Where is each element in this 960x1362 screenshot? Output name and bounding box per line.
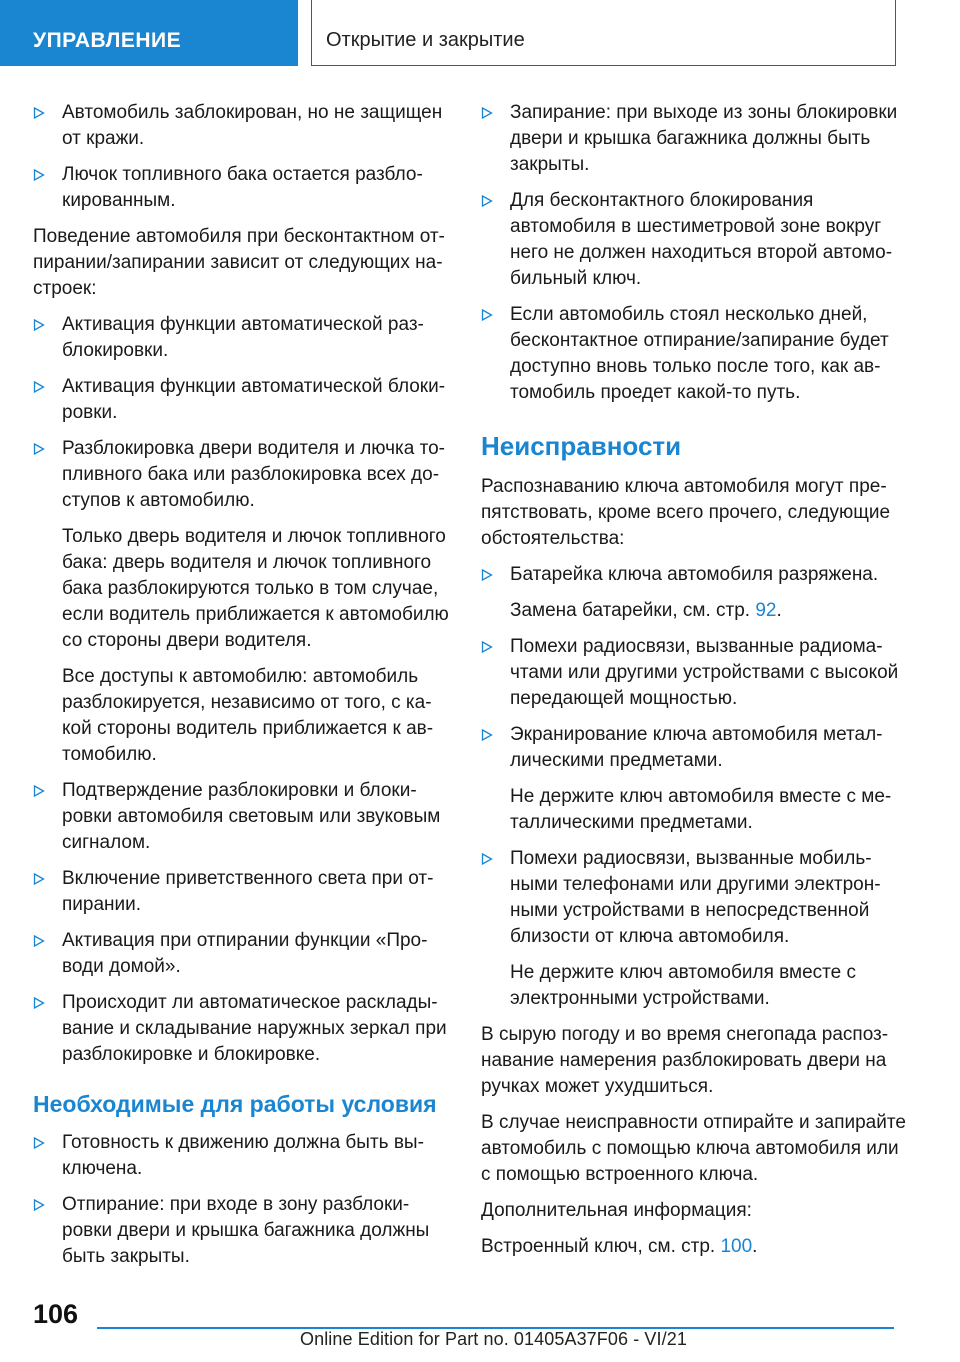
list-item <box>33 778 451 856</box>
paragraph-text-end: . <box>752 1236 758 1257</box>
page-number: 106 <box>33 1299 79 1329</box>
list-item <box>33 162 451 214</box>
list-item <box>33 1130 451 1182</box>
list-item-text: Отпирание: при входе в зону разблокировки двери и крышка багажника должны быть закрыты. <box>62 1194 430 1267</box>
list-item <box>481 846 906 950</box>
list-item <box>481 562 906 588</box>
triangle-bullet-icon <box>33 873 45 885</box>
paragraph: В сырую погоду и во время снегопада распознавание намерения разблокировать двери на ручках может ухудшиться. <box>481 1024 889 1097</box>
list-item <box>33 374 451 426</box>
list-item <box>33 100 451 152</box>
list-item <box>33 866 451 918</box>
list-item-text: Активация функции автоматической разблокировки. <box>62 314 424 361</box>
paragraph-text: Встроенный ключ, см. стр. <box>481 1236 721 1257</box>
list-item-text: Для бесконтактного блокирования автомобиля в шестиметровой зоне вокруг него не должен находиться второй автомобильный ключ. <box>510 190 893 289</box>
list-item-text: Активация функции автоматической блокировки. <box>62 376 446 423</box>
list-item-note: Все доступы к автомобилю: автомобиль разблокируется, независимо от того, с какой стороны водитель приближается к автомобилю. <box>62 666 434 765</box>
list-item <box>33 928 451 980</box>
note-text-end: . <box>776 600 782 621</box>
triangle-bullet-icon <box>481 107 493 119</box>
paragraph <box>481 1234 906 1260</box>
list-item-text: Запирание: при выходе из зоны блокировки двери и крышка багажника должны быть закрыты. <box>510 102 898 175</box>
list-item <box>33 312 451 364</box>
paragraph: Дополнительная информация: <box>481 1200 752 1221</box>
page-link-100[interactable]: 100 <box>720 1236 753 1257</box>
list-item-text: Автомобиль заблокирован, но не защищен от кражи. <box>62 102 443 149</box>
list-item-text: Разблокировка двери водителя и лючка топливного бака или разблокировка всех доступов к автомобилю. <box>62 438 445 511</box>
left-column <box>33 100 451 1280</box>
triangle-bullet-icon <box>481 309 493 321</box>
list-item-text: Помехи радиосвязи, вызванные мобильными телефонами или другими электронными устройствами в непосредственной близости от ключа автомобиля. <box>510 848 881 947</box>
list-item-note: Не держите ключ автомобиля вместе с электронными устройствами. <box>510 962 856 1009</box>
triangle-bullet-icon <box>33 997 45 1009</box>
list-item-text: Происходит ли автоматическое раскладывание и складывание наружных зеркал при разблокировке и блокировке. <box>62 992 447 1065</box>
list-item <box>33 1192 451 1270</box>
page-link-92[interactable]: 92 <box>755 600 777 621</box>
triangle-bullet-icon <box>481 569 493 581</box>
section-tab: УПРАВЛЕНИЕ <box>0 0 298 66</box>
chapter-title: Открытие и закрытие <box>311 0 896 66</box>
list-item-text: Готовность к движению должна быть выключена. <box>62 1132 424 1179</box>
right-column <box>481 100 906 1270</box>
list-item <box>33 436 451 514</box>
paragraph: Распознаванию ключа автомобиля могут препятствовать, кроме всего прочего, следующие обстоятельства: <box>481 476 891 549</box>
triangle-bullet-icon <box>33 935 45 947</box>
triangle-bullet-icon <box>33 381 45 393</box>
triangle-bullet-icon <box>481 729 493 741</box>
triangle-bullet-icon <box>481 641 493 653</box>
note-text: Замена батарейки, см. стр. <box>510 600 756 621</box>
list-item-text: Включение приветственного света при отпирании. <box>62 868 434 915</box>
list-item <box>481 100 906 178</box>
triangle-bullet-icon <box>33 169 45 181</box>
triangle-bullet-icon <box>481 853 493 865</box>
triangle-bullet-icon <box>481 195 493 207</box>
list-item-text: Батарейка ключа автомобиля разряжена. <box>510 564 879 585</box>
section-heading: Необходимые для работы условия <box>33 1091 437 1117</box>
list-item-text: Активация при отпирании функции «Проводи домой». <box>62 930 428 977</box>
paragraph: В случае неисправности отпирайте и запирайте автомобиль с помощью ключа автомобиля или с помощью встроенного ключа. <box>481 1112 906 1185</box>
paragraph: Поведение автомобиля при бесконтактном отпирании/запирании зависит от следующих настроек: <box>33 226 445 299</box>
triangle-bullet-icon <box>33 1199 45 1211</box>
page-footer <box>0 1290 960 1362</box>
triangle-bullet-icon <box>33 107 45 119</box>
triangle-bullet-icon <box>33 785 45 797</box>
list-item-text: Если автомобиль стоял несколько дней, бесконтактное отпирание/запирание будет доступно вновь только после того, как автомобиль проедет какой-то путь. <box>510 304 889 403</box>
list-item <box>481 188 906 292</box>
edition-text: Online Edition for Part no. 01405A37F06 - VI/21 <box>300 1329 687 1349</box>
list-item-note <box>481 598 906 624</box>
triangle-bullet-icon <box>33 319 45 331</box>
list-item-text: Экранирование ключа автомобиля металлическими предметами. <box>510 724 883 771</box>
triangle-bullet-icon <box>33 443 45 455</box>
list-item <box>33 990 451 1068</box>
page-header <box>0 0 960 66</box>
list-item-text: Лючок топливного бака остается разблокированным. <box>62 164 423 211</box>
section-heading: Неисправности <box>481 431 682 461</box>
list-item-note: Только дверь водителя и лючок топливного бака: дверь водителя и лючок топливного бака разблокируются только в том случае, если водитель приближается к автомобилю со стороны двери водителя. <box>62 526 449 651</box>
list-item-text: Подтверждение разблокировки и блокировки автомобиля световым или звуковым сигналом. <box>62 780 441 853</box>
list-item-note: Не держите ключ автомобиля вместе с металлическими предметами. <box>510 786 892 833</box>
triangle-bullet-icon <box>33 1137 45 1149</box>
list-item-text: Помехи радиосвязи, вызванные радиомачтами или другими устройствами с высокой передающей мощностью. <box>510 636 899 709</box>
list-item <box>481 302 906 406</box>
list-item <box>481 634 906 712</box>
list-item <box>481 722 906 774</box>
